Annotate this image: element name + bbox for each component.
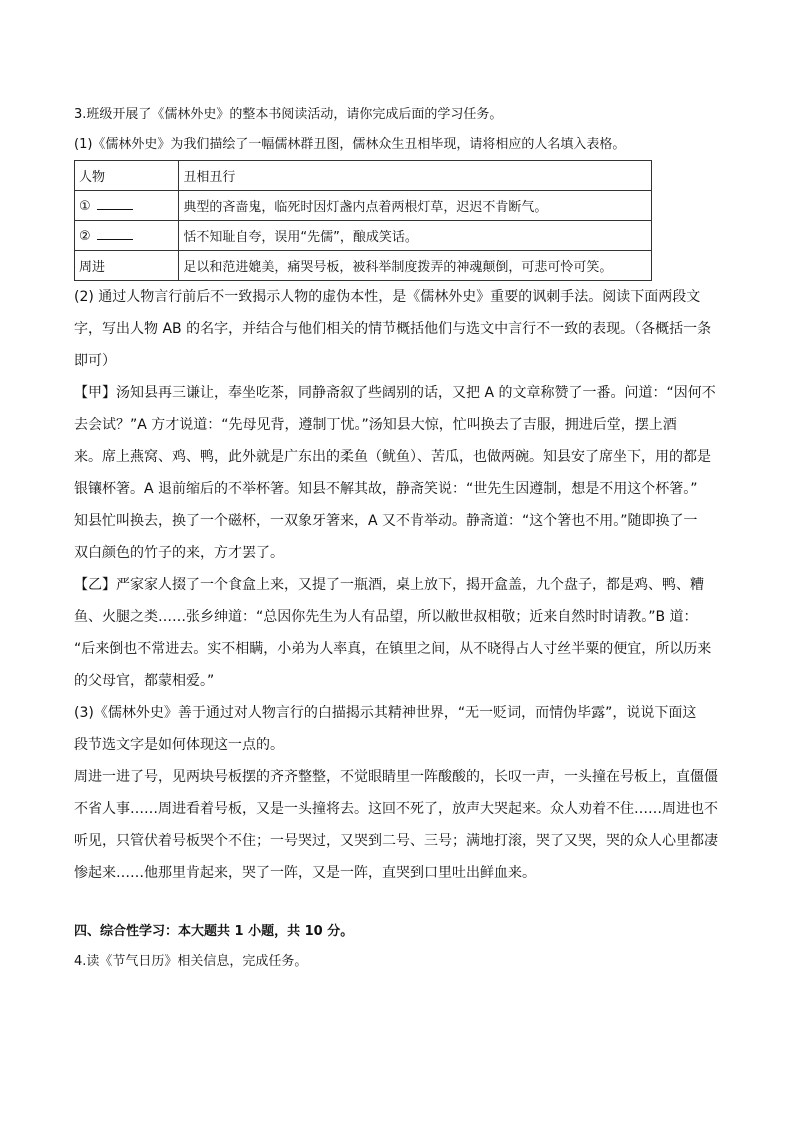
table-row xyxy=(75,191,652,221)
table-cell-desc: 典型的吝啬鬼，临死时因灯盏内点着两根灯草，迟迟不肯断气。 xyxy=(179,191,652,221)
table-row xyxy=(75,221,652,251)
table-cell-name[interactable]: ② xyxy=(75,221,179,251)
table-header-behavior: 丑相丑行 xyxy=(179,161,652,191)
table-cell-desc: 足以和范进媲美，痛哭号板，被科举制度拨弄的神魂颠倒，可悲可怜可笑。 xyxy=(179,251,652,281)
question-3-sub2: (2) 通过人物言行前后不一致揭示人物的虚伪本性，是《儒林外史》重要的讽刺手法。阅读下面两段文 字，写出人物 AB 的名字，并结合与他们相关的情节概括他们与选文中言行不一致的表现。（各概括一条 即可） xyxy=(74,289,712,369)
question-4-stem: 4.读《节气日历》相关信息，完成任务。 xyxy=(74,954,308,969)
table-cell-name[interactable]: ① xyxy=(75,191,179,221)
passage-jia: 【甲】汤知县再三谦让，奉坐吃茶，同静斋叙了些阔别的话，又把 A 的文章称赞了一番。问道：“因何不 去会试？”A 方才说道：“先母见背，遵制丁忧。”汤知县大惊，忙叫换去了吉服，拥进后堂，摆上酒 来。席上燕窝、鸡、鸭，此外就是广东出的柔鱼（鱿鱼）、苦瓜，也做两碗。知县安了席坐下，用的都是 银镶杯箸。A 退前缩后的不举杯箸。知县不解其故，静斋笑说：“世先生因遵制，想是不用这个杯箸。” 知县忙叫换去，换了一个磁杯，一双象牙箸来，A 又不肯举动。静斋道：“这个箸也不用。”随即换了一 双白颜色的竹子的来，方才罢了。 xyxy=(74,385,716,561)
characters-table xyxy=(74,160,652,281)
question-3-sub3: (3)《儒林外史》善于通过对人物言行的白描揭示其精神世界，“无一贬词，而情伪毕露”，说说下面这 段节选文字是如何体现这一点的。 xyxy=(74,705,697,753)
question-3-sub1: (1)《儒林外史》为我们描绘了一幅儒林群丑图，儒林众生丑相毕现，请将相应的人名填入表格。 xyxy=(74,137,626,152)
answer-blank[interactable] xyxy=(97,197,133,210)
passage-yi: 【乙】严家家人掇了一个食盒上来，又提了一瓶酒，桌上放下，揭开盒盖，九个盘子，都是鸡、鸭、糟 鱼、火腿之类……张乡绅道：“总因你先生为人有品望，所以敝世叔相敬；近来自然时时请教。”B 道： “后来倒也不常进去。实不相瞒，小弟为人率真，在镇里之间，从不晓得占人寸丝半粟的便宜，所以历来 的父母官，都蒙相爱。” xyxy=(74,577,712,689)
table-row xyxy=(75,251,652,281)
table-cell-name: 周进 xyxy=(75,251,179,281)
table-cell-desc: 恬不知耻自夸，误用“先儒”，酿成笑话。 xyxy=(179,221,652,251)
passage-zhoujin: 周进一进了号，见两块号板摆的齐齐整整，不觉眼睛里一阵酸酸的，长叹一声，一头撞在号板上，直僵僵 不省人事……周进看着号板，又是一头撞将去。这回不死了，放声大哭起来。众人劝着不住……周进也不 听见，只管伏着号板哭个不住；一号哭过，又哭到二号、三号；满地打滚，哭了又哭，哭的众人心里都凄 惨起来……他那里肯起来，哭了一阵，又是一阵，直哭到口里吐出鲜血来。 xyxy=(74,769,718,881)
section-4-title: 四、综合性学习：本大题共 1 小题，共 10 分。 xyxy=(74,924,354,939)
table-header-row xyxy=(75,161,652,191)
answer-blank[interactable] xyxy=(97,227,133,240)
table-header-person: 人物 xyxy=(75,161,179,191)
section-gap xyxy=(74,889,722,917)
page-content xyxy=(74,100,722,977)
question-3-stem: 3.班级开展了《儒林外史》的整本书阅读活动，请你完成后面的学习任务。 xyxy=(74,107,503,122)
